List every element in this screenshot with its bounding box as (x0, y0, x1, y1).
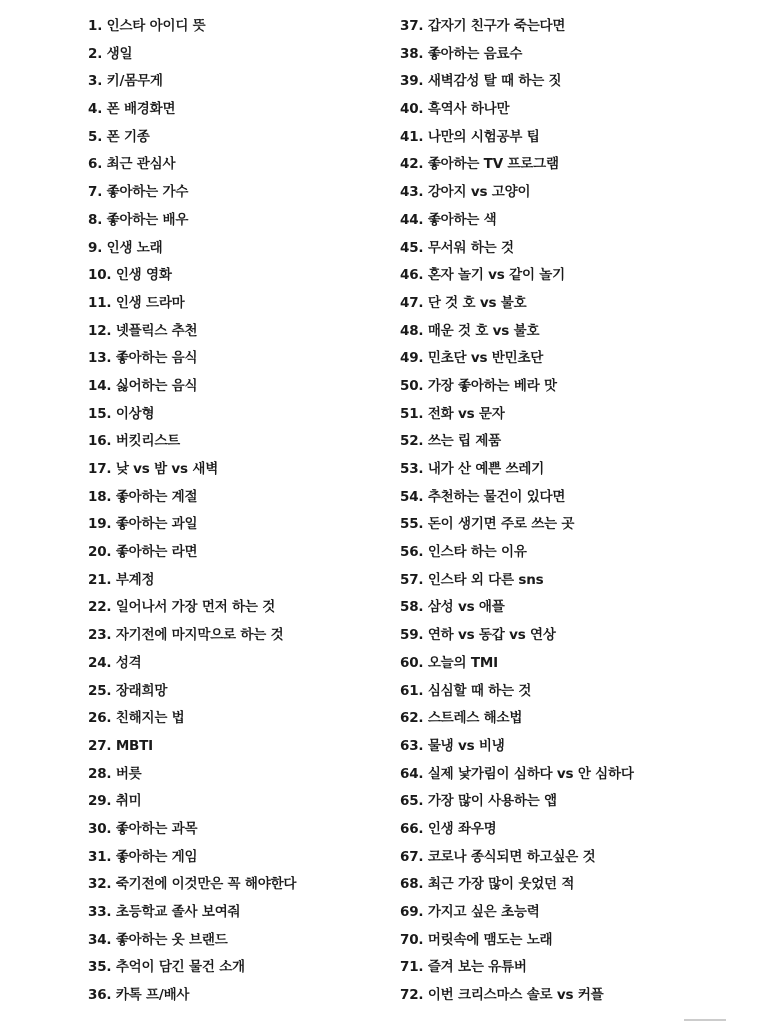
divider (684, 1019, 726, 1021)
question-list-right (400, 13, 634, 1010)
question-item: 69. 가지고 싶은 초능력 (400, 904, 540, 920)
question-item: 61. 심심할 때 하는 것 (400, 682, 532, 699)
question-item: 31. 좋아하는 게임 (88, 848, 198, 865)
question-item: 36. 카톡 프/배사 (88, 987, 190, 1004)
question-item: 54. 추천하는 물건이 있다면 (400, 488, 566, 505)
question-item: 44. 좋아하는 색 (400, 211, 497, 228)
question-list-left (88, 13, 296, 1010)
question-item: 4. 폰 배경화면 (88, 101, 176, 118)
question-item: 52. 쓰는 립 제품 (400, 433, 502, 450)
question-item: 37. 갑자기 친구가 죽는다면 (400, 18, 566, 34)
question-item: 66. 인생 좌우명 (400, 820, 497, 837)
question-item: 46. 혼자 놀기 vs 같이 놀기 (400, 267, 565, 284)
question-item: 26. 친해지는 법 (88, 710, 185, 727)
question-item: 58. 삼성 vs 애플 (400, 599, 505, 616)
question-item: 49. 민초단 vs 반민초단 (400, 350, 544, 367)
question-item: 5. 폰 기종 (88, 128, 150, 145)
question-item: 24. 성격 (88, 654, 142, 671)
question-item: 65. 가장 많이 사용하는 앱 (400, 793, 557, 810)
question-item: 39. 새벽감성 탈 때 하는 짓 (400, 73, 562, 90)
question-item: 68. 최근 가장 많이 웃었던 적 (400, 876, 575, 893)
question-item: 60. 오늘의 TMI (400, 654, 498, 671)
question-item: 23. 자기전에 마지막으로 하는 것 (88, 627, 284, 644)
question-item: 7. 좋아하는 가수 (88, 184, 189, 201)
question-item: 45. 무서워 하는 것 (400, 239, 514, 256)
question-item: 48. 매운 것 호 vs 불호 (400, 322, 540, 339)
question-item: 9. 인생 노래 (88, 239, 163, 256)
question-item: 19. 좋아하는 과일 (88, 516, 198, 533)
question-item: 51. 전화 vs 문자 (400, 405, 505, 422)
question-item: 64. 실제 낯가림이 심하다 vs 안 심하다 (400, 765, 634, 782)
question-item: 15. 이상형 (88, 405, 155, 422)
question-item: 47. 단 것 호 vs 불호 (400, 294, 527, 311)
question-item: 35. 추억이 담긴 물건 소개 (88, 959, 245, 976)
question-item: 38. 좋아하는 음료수 (400, 45, 523, 62)
question-item: 13. 좋아하는 음식 (88, 350, 198, 367)
question-item: 55. 돈이 생기면 주로 쓰는 곳 (400, 516, 575, 533)
question-item: 71. 즐겨 보는 유튜버 (400, 959, 527, 976)
question-item: 57. 인스타 외 다른 sns (400, 571, 544, 588)
question-item: 50. 가장 좋아하는 베라 맛 (400, 377, 557, 394)
question-item: 27. MBTI (88, 737, 153, 754)
question-item: 12. 넷플릭스 추천 (88, 322, 198, 339)
question-item: 17. 낮 vs 밤 vs 새벽 (88, 461, 219, 477)
question-item: 21. 부계정 (88, 571, 155, 588)
question-item: 43. 강아지 vs 고양이 (400, 184, 531, 201)
question-item: 6. 최근 관심사 (88, 156, 176, 173)
question-item: 33. 초등학교 졸사 보여줘 (88, 904, 241, 920)
question-item: 56. 인스타 하는 이유 (400, 544, 527, 561)
question-item: 18. 좋아하는 계절 (88, 488, 198, 505)
question-item: 11. 인생 드라마 (88, 294, 185, 311)
question-item: 16. 버킷리스트 (88, 433, 181, 450)
question-item: 42. 좋아하는 TV 프로그램 (400, 156, 559, 173)
question-item: 8. 좋아하는 배우 (88, 211, 189, 228)
question-item: 3. 키/몸무게 (88, 73, 163, 90)
question-item: 2. 생일 (88, 45, 133, 62)
question-item: 32. 죽기전에 이것만은 꼭 해야한다 (88, 876, 297, 893)
question-item: 22. 일어나서 가장 먼저 하는 것 (88, 599, 276, 616)
question-item: 10. 인생 영화 (88, 267, 172, 284)
question-item: 40. 흑역사 하나만 (400, 101, 510, 118)
question-item: 67. 코로나 종식되면 하고싶은 것 (400, 848, 596, 865)
question-item: 20. 좋아하는 라면 (88, 544, 198, 561)
question-item: 72. 이번 크리스마스 솔로 vs 커플 (400, 987, 604, 1004)
question-item: 14. 싫어하는 음식 (88, 377, 198, 394)
question-item: 29. 취미 (88, 793, 142, 810)
question-item: 70. 머릿속에 맴도는 노래 (400, 931, 553, 948)
question-item: 1. 인스타 아이디 뜻 (88, 18, 206, 34)
question-item: 28. 버릇 (88, 765, 142, 782)
question-item: 53. 내가 산 예쁜 쓰레기 (400, 461, 545, 477)
question-item: 25. 장래희망 (88, 682, 168, 699)
question-item: 34. 좋아하는 옷 브랜드 (88, 931, 228, 948)
question-item: 30. 좋아하는 과목 (88, 820, 198, 837)
question-item: 41. 나만의 시험공부 팁 (400, 128, 540, 145)
question-item: 59. 연하 vs 동갑 vs 연상 (400, 627, 556, 644)
question-item: 62. 스트레스 해소법 (400, 710, 523, 727)
question-item: 63. 물냉 vs 비냉 (400, 737, 505, 754)
